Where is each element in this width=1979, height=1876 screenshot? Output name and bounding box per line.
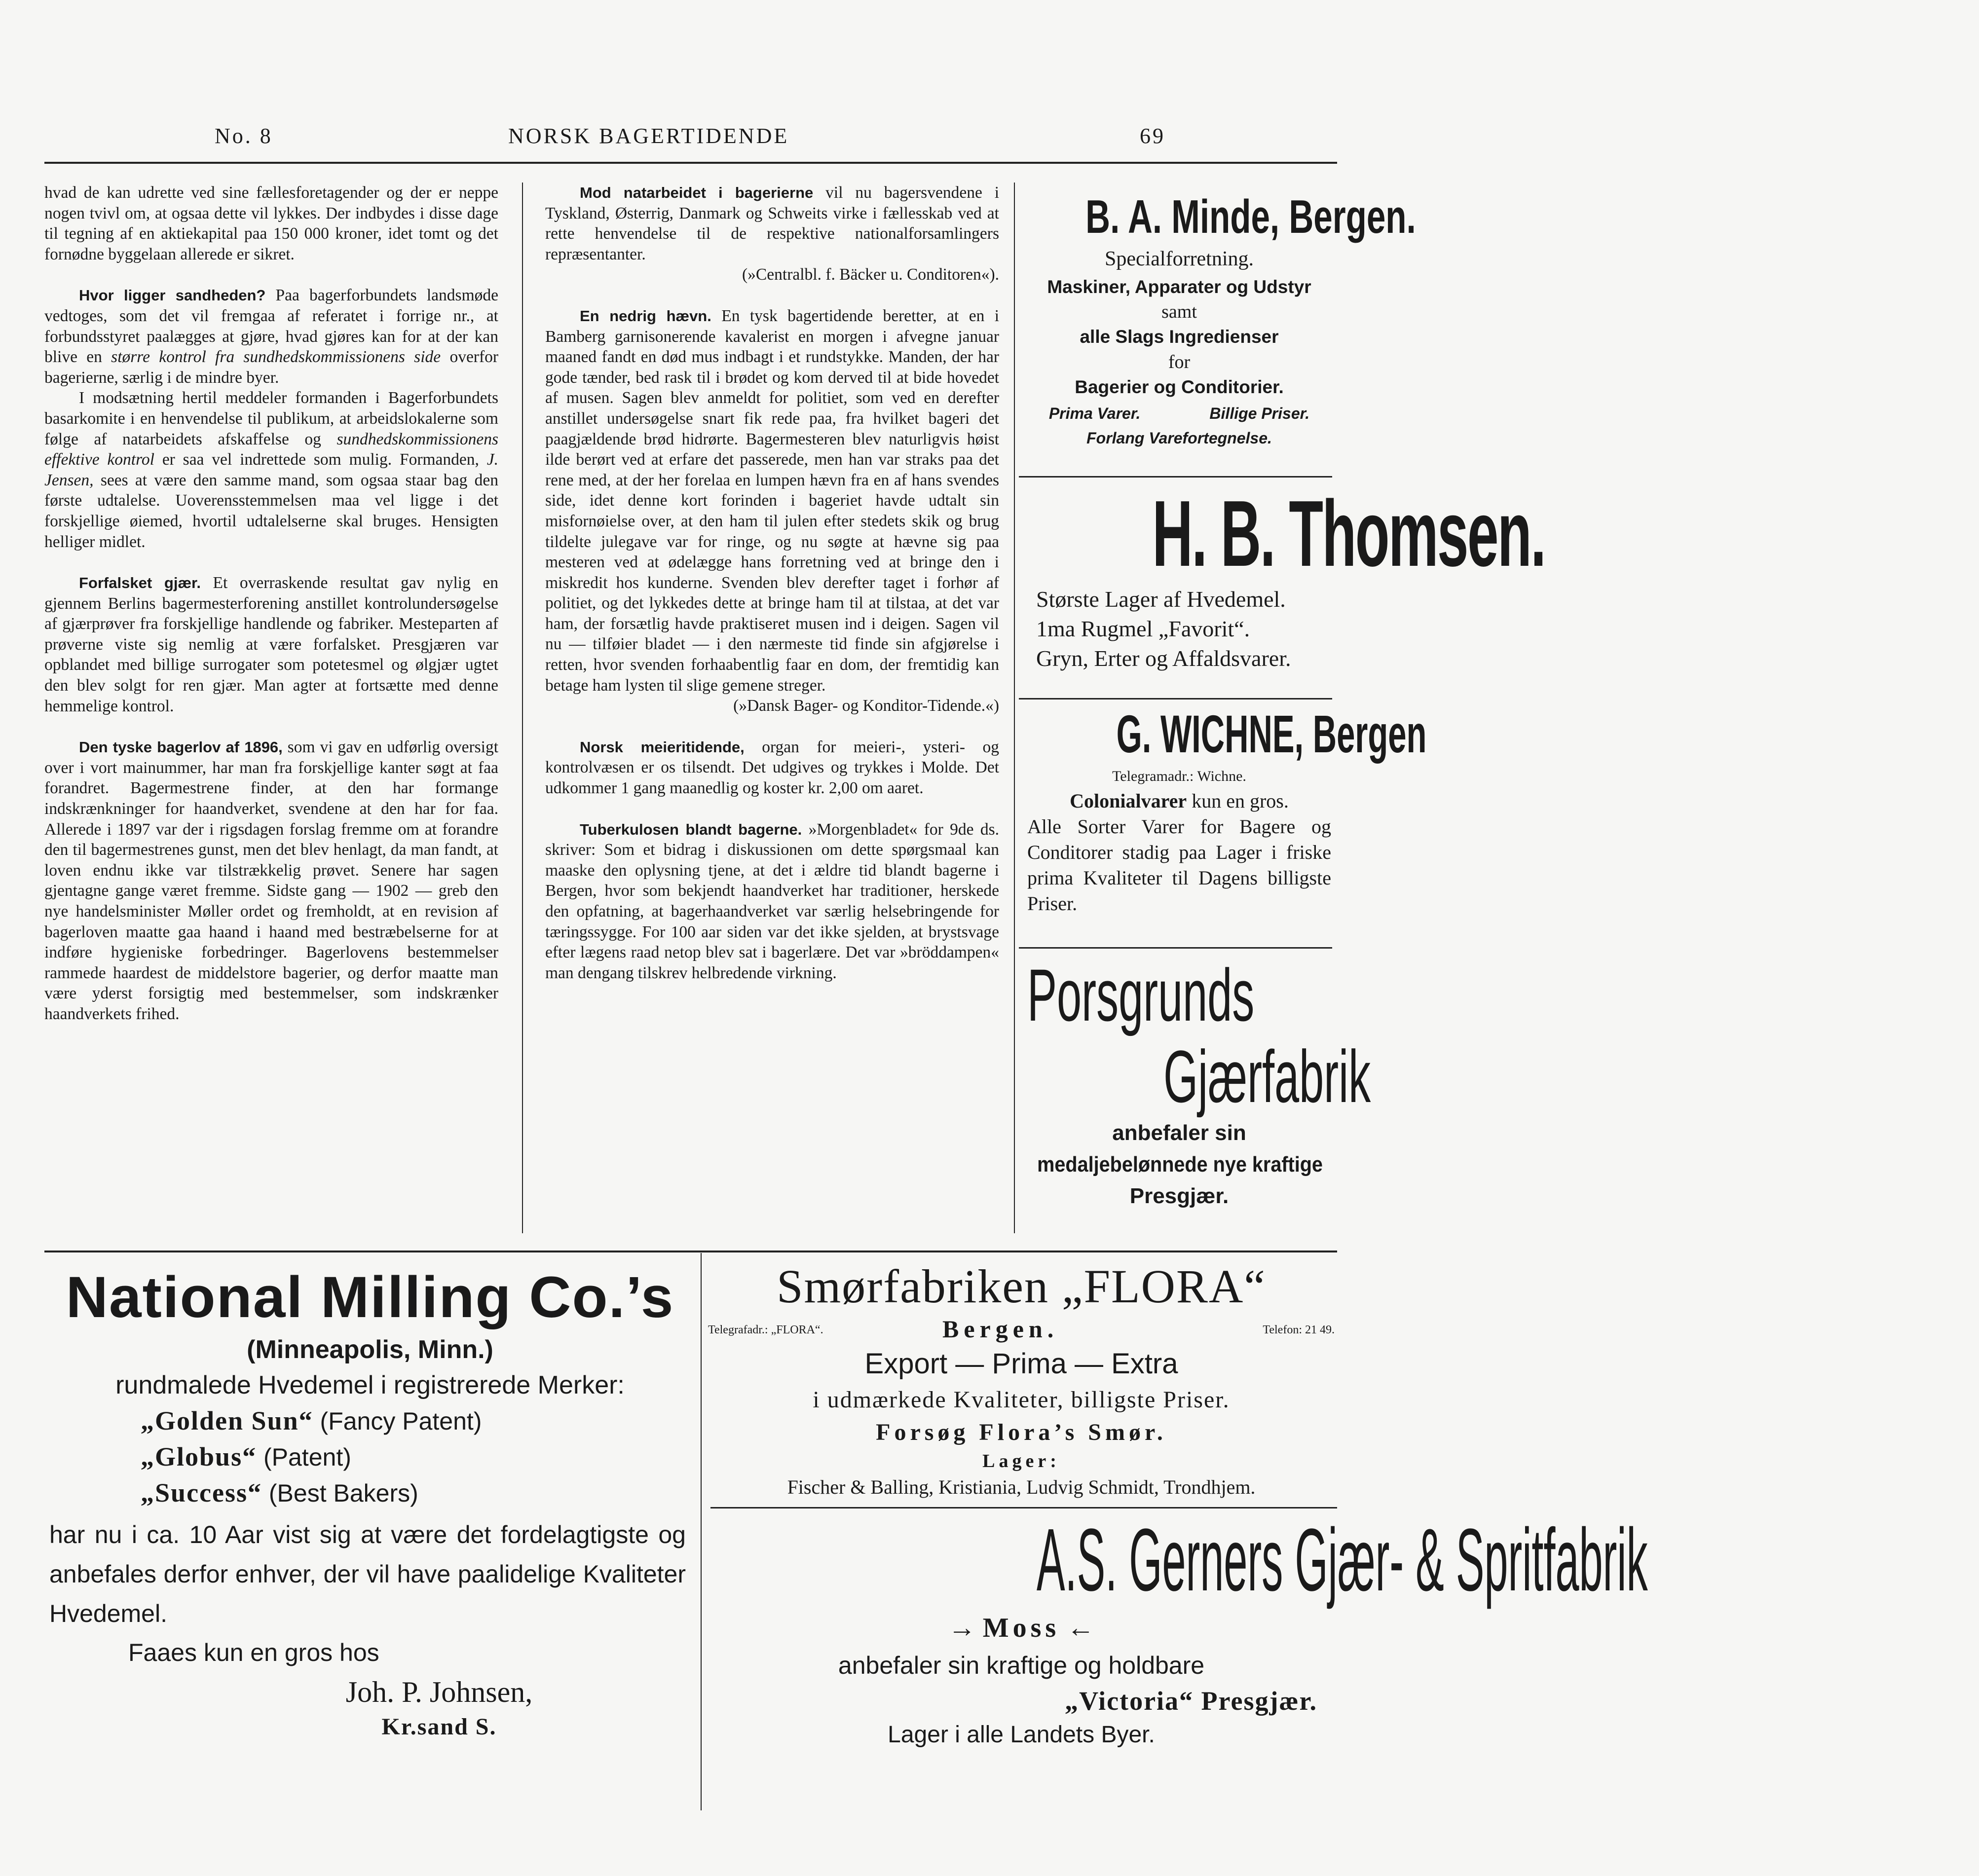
ad-gerner: A.S. Gerners Gjær- & Spritfabrik → Moss ← anbefaler sin kraftige og holdbare „Victoria“ Presgjær. Lager i alle Landets Byer. — [838, 1510, 1648, 1748]
article-heading: Norsk meieritidende, — [580, 738, 745, 756]
ad-wichne: G. WICHNE, Bergen Telegramadr.: Wichne. Colonialvarer kun en gros. Alle Sorter Varer for Bagere og Conditorer stadig paa Lager i friske prima Kvaliteter til Dagens billigste Priser. — [1027, 704, 1427, 915]
header-rule — [44, 162, 1337, 164]
publication-title: NORSK BAGERTIDENDE — [508, 124, 789, 148]
article-hvor-ligger: Hvor ligger sandheden? Paa bagerforbundets landsmøde vedtoges, som det vil fremgaa af referatet i forrige nr., at forbundsstyret paalægges at gjøre, hvad gjøres kan for at der kan blive en større kontrol fra sundhedskommissionens side overfor bagerierne, særlig i de mindre byer. — [44, 286, 499, 387]
paragraph: hvad de kan udrette ved sine fællesforetagender og der er neppe nogen tvivl om, at ogsaa dette vil lykkes. Der indbydes i disse dage til tegning af en aktiekapital paa 150 000 kroner, idet tomt og det fornødne byggelaan allerede er sikret. — [44, 184, 498, 263]
article-heading: En nedrig hævn. — [580, 307, 711, 325]
ad-national-milling: National Milling Co.’s (Minneapolis, Minn.) rundmalede Hvedemel i registrerede Merker: „Golden Sun“ (Fancy Patent) „Globus“ (Patent) „Success“ (Best Bakers) har nu i ca. 10 Aar vist sig at være det fordelagtigste og anbefales derfor enhver, der vil have paalidelige Kvaliteter Hvedemel. Faaes kun en gros hos Joh. P. Johnsen, Kr.sand S. — [44, 1263, 696, 1742]
article-tuberkulosen: Tuberkulosen blandt bagerne. »Morgenbladet« for 9de ds. skriver: Som et bidrag i diskussionen om dette spørgsmaal kan maaske den oplysning tjene, at det i ældre tid blandt bagerne i Bergen, hvor som bekjendt haandverket har traditioner, herskede den opfatning, at bagerhaandverket var særlig helsebringende for tæringssygge. For 100 aar siden var det ikke sjelden, at brystsvage efter lægens raad netop blev sat i bagerlære. Det var »bröddampen« man dengang tilskrev helbredende virkning. — [545, 820, 999, 982]
page-header — [44, 123, 1317, 158]
arrow-icon: ← — [1067, 1613, 1095, 1643]
arrow-icon: → — [948, 1613, 976, 1643]
ad-porsgrund: Porsgrunds Gjærfabrik anbefaler sin medaljebelønnede nye kraftige Presgjær. — [1027, 954, 1371, 1208]
ad-gerner-title: A.S. Gerners Gjær- & Spritfabrik — [1036, 1510, 1648, 1610]
ad-flora: Smørfabriken „FLORA“ Telegrafadr.: „FLORA“. Bergen. Telefon: 21 49. Export — Prima — Extra i udmærkede Kvaliteter, billigste Priser. Forsøg Flora’s Smør. Lager: Fischer & Balling, Kristiania, Ludvig Schmidt, Trondhjem. — [706, 1258, 1337, 1501]
ads-top-rule — [44, 1251, 1337, 1252]
issue-number: No. 8 — [215, 124, 273, 148]
ad-divider — [1019, 947, 1332, 949]
article-hævn: En nedrig hævn. En tysk bagertidende beretter, at en i Bamberg garnisonerende kavalerist en morgen i afvegne januar maaned fandt en død mus indbagt i et rundstykke. Manden, der har gode tænder, bed rask til i brødet og kom derved til at bide hovedet af musen. Sagen blev anmeldt for politiet, som ved en derefter anstillet undersøgelse snart fik rede paa, fra hvilket bageri det paagjældende brød hidrørte. Bagermesteren blev naturligvis høist ilde berørt ved at erfare det passerede, men han var straks paa det rene med, at der her forelaa en lumpen hævn fra en af hans svendes side, idet denne kort forinden i bageriet havde udtalt sin misfornøielse over, at den ham til julen efter stedets skik og brug tildelte julegave var for ringe, og nu søgte at hævne sig paa mesteren ved at ødelægge hans forretning ved at bringe den i miskredit hos kunderne. Svenden blev derefter taget i forhør af politiet, og det lykkedes dette at bringe ham til at tilstaa, at det var ham, der forsætlig havde praktiseret musen ind i deigen. Sagen vil nu — tilføier bladet — i den nærmeste tid finde sin afgjørelse i retten, hvor svenden forhaabentlig faar en dom, der fremtidig kan betage ham lysten til slige gemene streger. — [545, 306, 1000, 695]
column-2 — [545, 183, 999, 983]
ad-divider — [710, 1507, 1337, 1508]
article-heading: Hvor ligger sandheden? — [79, 287, 266, 304]
article-meieritidende: Norsk meieritidende, organ for meieri-, ysteri- og kontrolvæsen er os tilsendt. Det udgives og trykkes i Molde. Det udkommer 1 gang maanedlig og koster kr. 2,00 om aaret. — [545, 737, 999, 798]
ad-divider — [1019, 698, 1332, 699]
ad-minde-name: B. A. Minde, Bergen. — [1085, 190, 1416, 243]
article-heading: Den tyske bagerlov af 1896, — [79, 738, 283, 756]
column-divider — [522, 183, 523, 1233]
ad-thomsen: H. B. Thomsen. Største Lager af Hvedemel. 1ma Rugmel „Favorit“. Gryn, Erter og Affaldsvarer. — [1036, 481, 1545, 671]
article-heading: Mod natarbeidet i bagerierne — [580, 184, 814, 201]
ad-wichne-name: G. WICHNE, Bergen — [1116, 704, 1427, 764]
source-note: (»Centralbl. f. Bäcker u. Conditoren«). — [742, 265, 999, 284]
ad-thomsen-name: H. B. Thomsen. — [1152, 481, 1545, 586]
paragraph: I modsætning hertil meddeler formanden i Bagerforbundets basarkomite i en henvendelse til publikum, at arbeidslokalerne som følge af natarbeidets afskaffelse og sundhedskommissionens effektive kontrol er saa vel indrettede som mulig. Formanden, J. Jensen, sees at være den samme mand, som ogsaa staar bag den første udtalelse. Uoverensstemmelsen maa vel ligge i det forskjellige øiemed, hvortil udtalelserne skal bruges. Hensigten helliger midlet. — [44, 389, 499, 551]
ad-minde: B. A. Minde, Bergen. Specialforretning. Maskiner, Apparater og Udstyr samt alle Slags Ingredienser for Bagerier og Conditorier. Prima Varer. Billige Priser. Forlang Varefortegnelse. — [1047, 190, 1416, 447]
column-1 — [44, 183, 498, 1025]
column-divider — [1014, 183, 1015, 1233]
page-number: 69 — [1140, 124, 1165, 148]
article-forfalsket: Forfalsket gjær. Et overraskende resultat gav nylig en gjennem Berlins bagermesterforening anstillet kontrolundersøgelse af gjærprøver fra forskjellige handlende og fabriker. Mesteparten af prøverne viste sig nemlig at være forfalsket. Presgjæren var opblandet med billige surrogater som potetesmel og ølgjær ugtet den blev solgt for ren gjær. Man agter at fortsætte med denne hemmelige kontrol. — [44, 574, 498, 715]
ad-flora-title: Smørfabriken „FLORA“ — [777, 1260, 1266, 1313]
ad-divider — [1019, 476, 1332, 478]
article-natarbeidet: Mod natarbeidet i bagerierne vil nu bagersvendene i Tyskland, Østerrig, Danmark og Schweits virke i fællesskab ved at rette henvendelse til de respektive nationalforsamlingers repræsentanter. — [545, 184, 999, 263]
article-heading: Tuberkulosen blandt bagerne. — [580, 820, 802, 838]
source-note: (»Dansk Bager- og Konditor-Tidende.«) — [733, 697, 999, 715]
ads-divider — [701, 1253, 702, 1810]
ad-national-title: National Milling Co.’s — [66, 1265, 674, 1330]
article-bagerlov: Den tyske bagerlov af 1896, som vi gav en udførlig oversigt over i vort mainummer, har man fra forskjellige kanter søgt at faa forandret. Bagermestrene finder, at den har formange indskrænkninger for haandverket, svendene at den har for faa. Allerede i 1897 var der i rigsdagen forslag fremme om at forandre den til bagermestrenes gunst, men det blev henlagt, da man fandt, at loven endnu ikke var tilstrækkelig prøvet. Senere har sagen gjentagne gange været fremme. Sidste gang — 1902 — greb den nye handelsminister Møller ordet og fremholdt, at en revision af bagerloven maatte gaa haand i haand med bestræbelserne for at indføre hygieniske forbedringer. Bagerlovens bestemmelser rammede haardest de middelstore bagerier, og derfor maatte man være yderst forsigtig med bestemmelser, som indskrænker haandverkets frihed. — [44, 738, 499, 1023]
article-heading: Forfalsket gjær. — [79, 574, 201, 592]
